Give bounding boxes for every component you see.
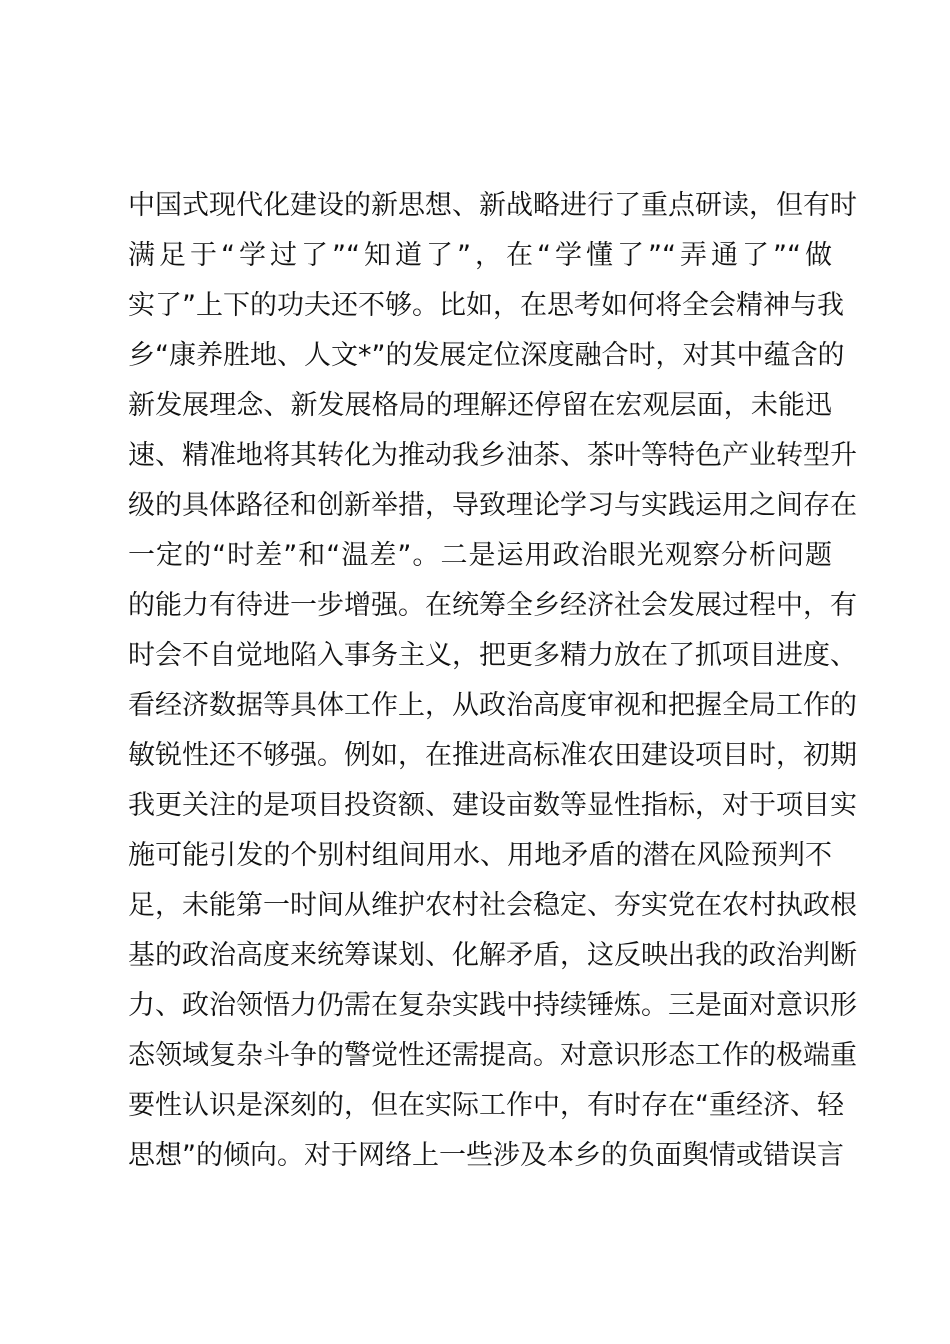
body-paragraph — [128, 181, 857, 1181]
text-line: 的能力有待进一步增强。在统筹全乡经济社会发展过程中，有 — [128, 590, 857, 621]
text-line: 时会不自觉地陷入事务主义，把更多精力放在了抓项目进度、 — [128, 640, 857, 671]
text-line: 中国式现代化建设的新思想、新战略进行了重点研读，但有时 — [128, 190, 857, 221]
text-line: 敏锐性还不够强。例如，在推进高标准农田建设项目时，初期 — [128, 740, 857, 771]
text-line: 乡“康养胜地、人文*”的发展定位深度融合时，对其中蕴含的 — [128, 340, 845, 371]
text-line: 我更关注的是项目投资额、建设亩数等显性指标，对于项目实 — [128, 790, 857, 821]
text-line: 思想”的倾向。对于网络上一些涉及本乡的负面舆情或错误言 — [128, 1140, 844, 1171]
text-line: 级的具体路径和创新举措，导致理论学习与实践运用之间存在 — [128, 490, 857, 521]
text-line: 要性认识是深刻的，但在实际工作中，有时存在“重经济、轻 — [128, 1090, 844, 1121]
text-line: 态领域复杂斗争的警觉性还需提高。对意识形态工作的极端重 — [128, 1040, 857, 1071]
text-line: 力、政治领悟力仍需在复杂实践中持续锤炼。三是面对意识形 — [128, 990, 857, 1021]
text-line: 看经济数据等具体工作上，从政治高度审视和把握全局工作的 — [128, 690, 857, 721]
text-line: 新发展理念、新发展格局的理解还停留在宏观层面，未能迅 — [128, 390, 832, 421]
text-line: 足，未能第一时间从维护农村社会稳定、夯实党在农村执政根 — [128, 890, 857, 921]
text-line: 实了”上下的功夫还不够。比如，在思考如何将全会精神与我 — [128, 290, 844, 321]
text-line: 满足于“学过了”“知道了”，在“学懂了”“弄通了”“做 — [128, 240, 832, 271]
text-line: 施可能引发的个别村组间用水、用地矛盾的潜在风险预判不 — [128, 840, 832, 871]
text-line: 一定的“时差”和“温差”。二是运用政治眼光观察分析问题 — [128, 540, 832, 571]
text-line: 速、精准地将其转化为推动我乡油茶、茶叶等特色产业转型升 — [128, 440, 857, 471]
text-line: 基的政治高度来统筹谋划、化解矛盾，这反映出我的政治判断 — [128, 940, 857, 971]
